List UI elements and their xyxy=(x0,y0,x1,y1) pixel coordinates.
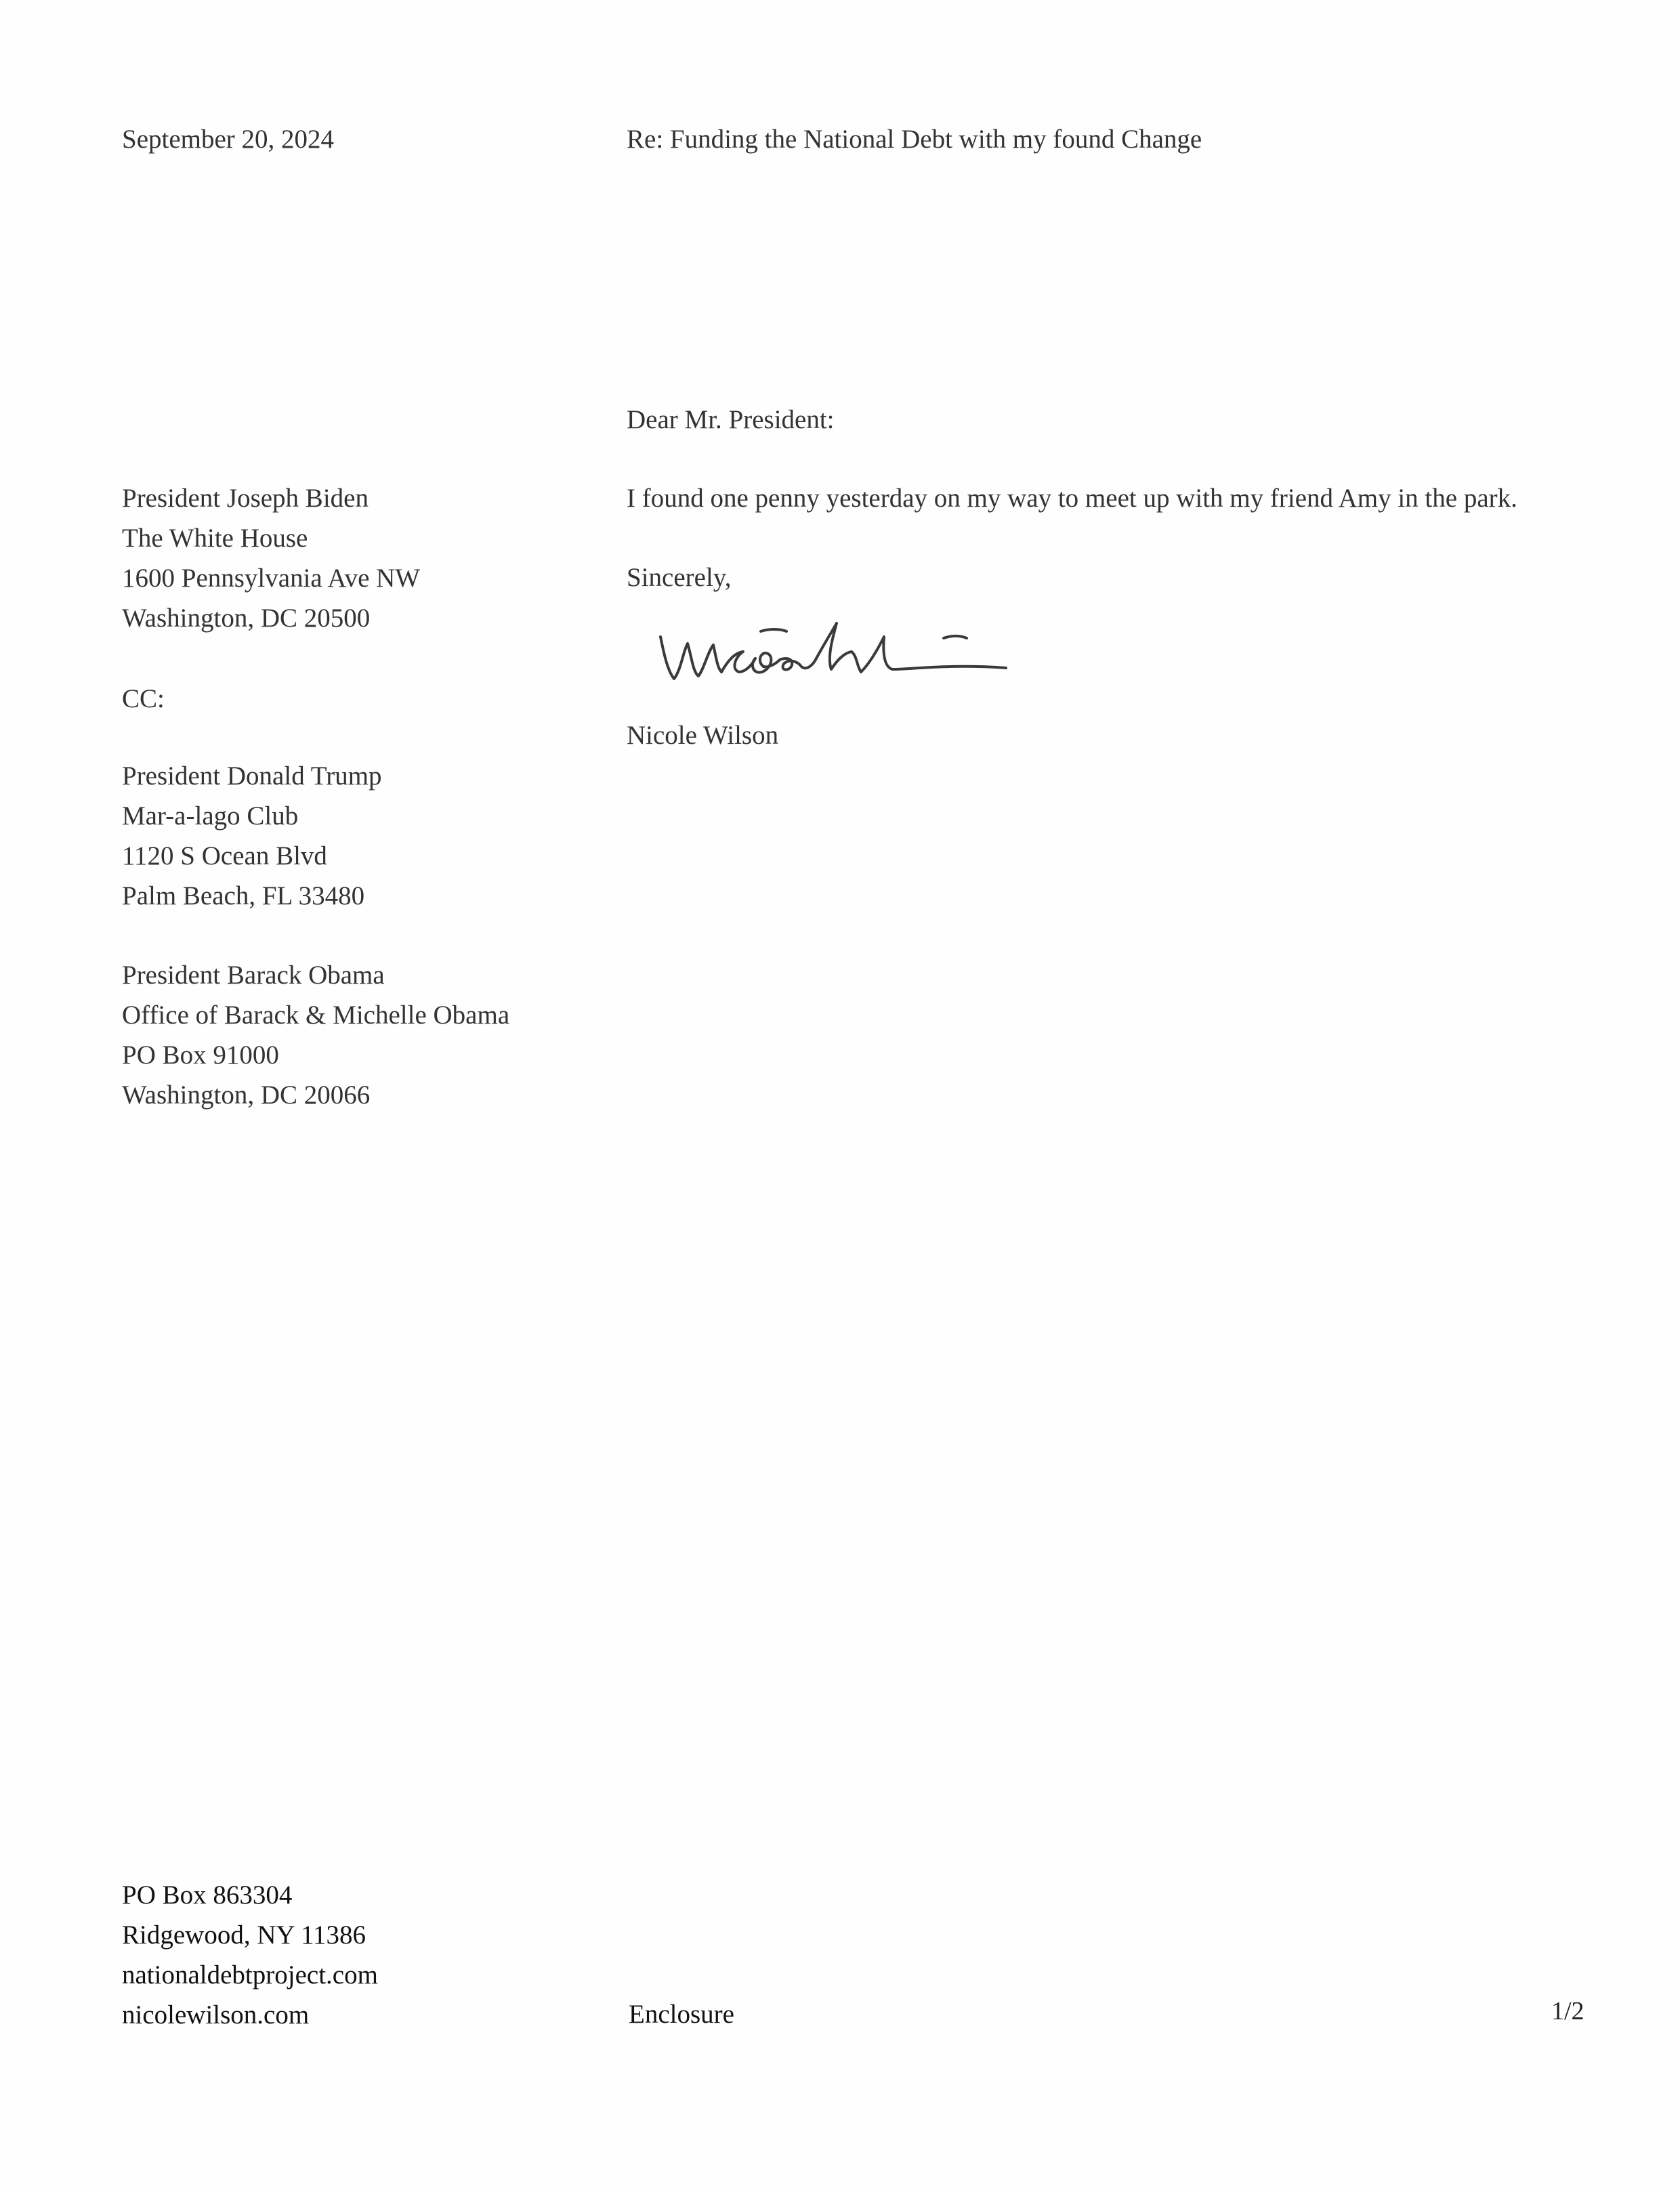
address-line: President Barack Obama xyxy=(122,961,385,990)
address-line: Washington, DC 20500 xyxy=(122,604,371,633)
address-line: PO Box 91000 xyxy=(122,1040,279,1070)
letter-date: September 20, 2024 xyxy=(122,125,335,154)
cc-label: CC: xyxy=(122,684,165,713)
sender-line: Ridgewood, NY 11386 xyxy=(122,1920,366,1950)
subject-line: Re: Funding the National Debt with my found Change xyxy=(627,125,1202,154)
signer-name: Nicole Wilson xyxy=(627,721,779,750)
sender-line: nationaldebtproject.com xyxy=(122,1960,378,1990)
salutation: Dear Mr. President: xyxy=(627,405,835,434)
recipient-address xyxy=(122,478,420,638)
cc-address-trump xyxy=(122,756,382,916)
sender-address xyxy=(122,1875,378,2035)
address-line: President Donald Trump xyxy=(122,761,382,791)
address-line: The White House xyxy=(122,524,308,553)
address-line: 1120 S Ocean Blvd xyxy=(122,841,327,870)
letter-body: I found one penny yesterday on my way to meet up with my friend Amy in the park. xyxy=(627,484,1517,513)
sender-line: PO Box 863304 xyxy=(122,1880,293,1910)
closing: Sincerely, xyxy=(627,563,732,592)
enclosure-note: Enclosure xyxy=(629,2000,734,2029)
address-line: President Joseph Biden xyxy=(122,484,369,513)
cc-address-obama xyxy=(122,955,509,1115)
page-number: 1/2 xyxy=(1551,1997,1584,2025)
sender-line: nicolewilson.com xyxy=(122,2000,310,2029)
address-line: Office of Barack & Michelle Obama xyxy=(122,1001,510,1030)
handwritten-signature xyxy=(654,596,1020,691)
address-line: Palm Beach, FL 33480 xyxy=(122,881,365,910)
address-line: Mar-a-lago Club xyxy=(122,801,299,830)
address-line: 1600 Pennsylvania Ave NW xyxy=(122,564,421,593)
address-line: Washington, DC 20066 xyxy=(122,1080,371,1110)
